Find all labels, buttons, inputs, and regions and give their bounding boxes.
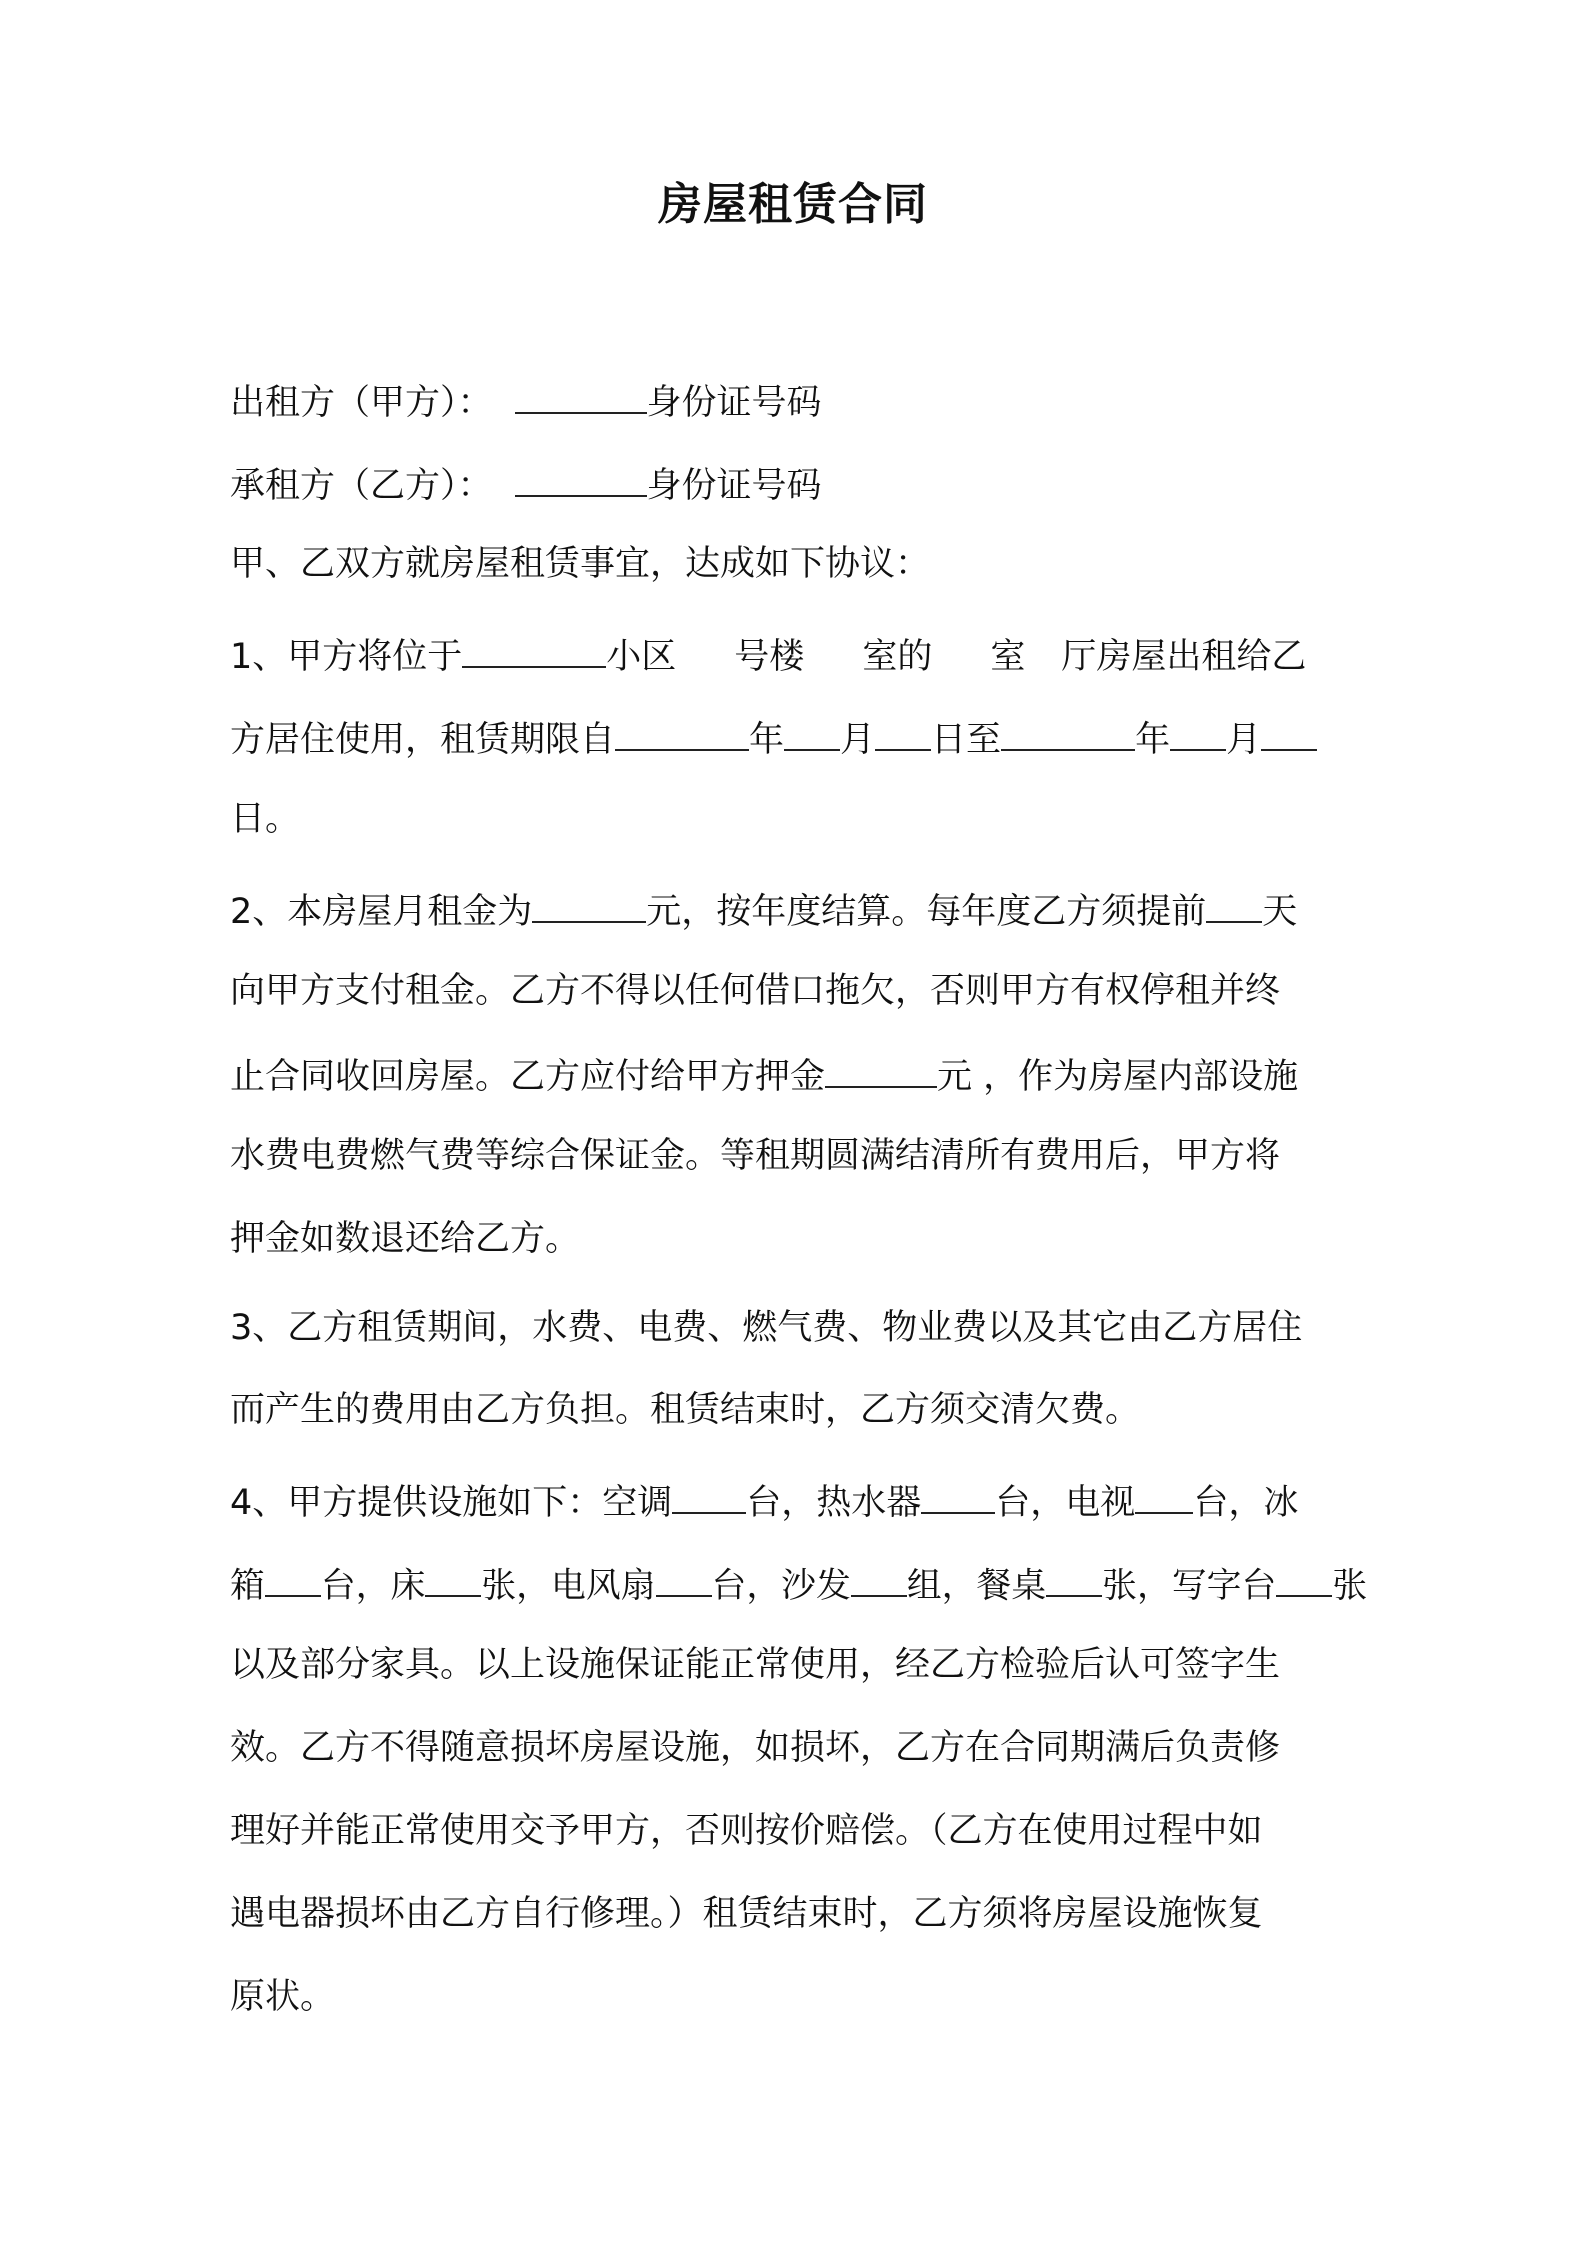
clause2-line1 xyxy=(230,883,1297,933)
start-day-blank xyxy=(875,711,931,751)
clause4-text: 张，电风扇 xyxy=(481,1566,656,1606)
clause2-line3 xyxy=(230,1048,1298,1098)
start-year-blank xyxy=(615,711,749,751)
clause2-line5: 押金如数退还给乙方。 xyxy=(230,1219,581,1259)
clause4-text: 台，沙发 xyxy=(711,1566,851,1606)
clause1-text: 1、甲方将位于 xyxy=(230,637,463,677)
end-month-blank xyxy=(1170,711,1226,751)
clause1-text: 年 xyxy=(749,720,785,760)
monthly-rent-blank xyxy=(532,883,646,923)
clause4-text: 台，床 xyxy=(320,1566,426,1606)
intro-line: 甲、乙双方就房屋租赁事宜，达成如下协议： xyxy=(230,544,931,584)
clause1-text: 月 xyxy=(1226,720,1262,760)
tv-count-blank xyxy=(1135,1474,1193,1514)
clause1-text: 月 xyxy=(840,720,876,760)
clause4-text: 张，写字台 xyxy=(1102,1566,1277,1606)
clause1-text: 厅房屋出租给乙 xyxy=(1061,637,1307,677)
fan-count-blank xyxy=(656,1557,712,1597)
fridge-count-blank xyxy=(265,1557,321,1597)
clause1-line3: 日。 xyxy=(230,799,301,839)
clause1-text: 室 xyxy=(990,637,1026,677)
clause2-text: 2、本房屋月租金为 xyxy=(230,892,533,932)
clause4-text: 台，冰 xyxy=(1193,1483,1299,1523)
clause3-line1: 3、乙方租赁期间，水费、电费、燃气费、物业费以及其它由乙方居住 xyxy=(230,1308,1303,1348)
clause4-line3: 以及部分家具。以上设施保证能正常使用，经乙方检验后认可签字生 xyxy=(230,1645,1281,1685)
clause2-text: 元 ，作为房屋内部设施 xyxy=(937,1057,1299,1097)
clause2-line4: 水费电费燃气费等综合保证金。等租期圆满结清所有费用后，甲方将 xyxy=(230,1136,1281,1176)
clause1-text: 日至 xyxy=(931,720,1002,760)
clause4-text: 台，热水器 xyxy=(746,1483,922,1523)
end-day-blank xyxy=(1261,711,1317,751)
clause2-line2: 向甲方支付租金。乙方不得以任何借口拖欠，否则甲方有权停租并终 xyxy=(230,971,1281,1011)
clause1-text: 小区 xyxy=(606,637,677,677)
ac-count-blank xyxy=(672,1474,746,1514)
clause1-line1 xyxy=(230,628,1306,678)
lessee-label: 承租方（乙方）： xyxy=(230,466,493,506)
clause2-text: 天 xyxy=(1262,892,1298,932)
lessor-label: 出租方（甲方）： xyxy=(230,383,493,423)
clause4-line2 xyxy=(230,1557,1367,1607)
clause1-text: 室的 xyxy=(862,637,933,677)
start-month-blank xyxy=(784,711,840,751)
bed-count-blank xyxy=(425,1557,481,1597)
desk-count-blank xyxy=(1276,1557,1332,1597)
community-blank xyxy=(462,628,606,668)
clause4-line6: 遇电器损坏由乙方自行修理。）租赁结束时，乙方须将房屋设施恢复 xyxy=(230,1894,1263,1934)
clause4-line7: 原状。 xyxy=(230,1977,336,2017)
advance-days-blank xyxy=(1206,883,1262,923)
clause1-line2 xyxy=(230,711,1317,761)
clause2-text: 元，按年度结算。每年度乙方须提前 xyxy=(646,892,1207,932)
clause4-text: 组，餐桌 xyxy=(906,1566,1047,1606)
clause4-line4: 效。乙方不得随意损坏房屋设施，如损坏，乙方在合同期满后负责修 xyxy=(230,1728,1281,1768)
clause4-line1 xyxy=(230,1474,1298,1524)
clause3-line2: 而产生的费用由乙方负担。租赁结束时，乙方须交清欠费。 xyxy=(230,1390,1141,1430)
dining-table-count-blank xyxy=(1046,1557,1102,1597)
clause1-text: 年 xyxy=(1135,720,1171,760)
clause4-line5: 理好并能正常使用交予甲方，否则按价赔偿。（乙方在使用过程中如 xyxy=(230,1811,1263,1851)
deposit-blank xyxy=(825,1048,937,1088)
lessor-line xyxy=(230,374,822,424)
document-title: 房屋租赁合同 xyxy=(658,179,928,230)
clause2-text: 止合同收回房屋。乙方应付给甲方押金 xyxy=(230,1057,826,1097)
lessee-id-label: 身份证号码 xyxy=(646,466,822,506)
clause4-text: 台，电视 xyxy=(995,1483,1136,1523)
lessor-name-blank xyxy=(515,374,647,414)
clause4-text: 4、甲方提供设施如下：空调 xyxy=(230,1483,673,1523)
clause1-text: 号楼 xyxy=(734,637,805,677)
clause4-text: 箱 xyxy=(230,1566,265,1606)
clause1-text: 方居住使用，租赁期限自 xyxy=(230,720,616,760)
water-heater-count-blank xyxy=(921,1474,995,1514)
clause4-text: 张 xyxy=(1332,1566,1368,1606)
sofa-count-blank xyxy=(851,1557,907,1597)
end-year-blank xyxy=(1001,711,1135,751)
lessee-line xyxy=(230,457,822,507)
lessee-name-blank xyxy=(515,457,647,497)
lessor-id-label: 身份证号码 xyxy=(646,383,822,423)
